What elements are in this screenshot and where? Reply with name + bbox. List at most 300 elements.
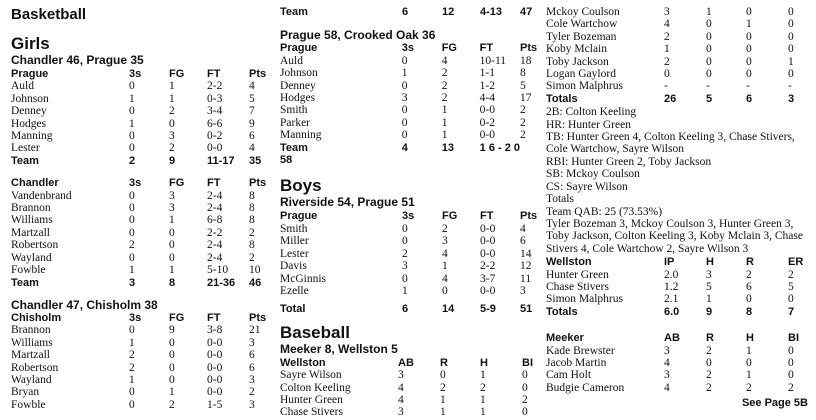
table-cell: 0 [664, 68, 670, 81]
table-cell: 3 [401, 92, 408, 105]
table-cell: Colton Keeling [280, 381, 351, 394]
total-row [546, 306, 808, 318]
table-cell: 2-4 [207, 189, 223, 202]
table-row [11, 80, 273, 92]
table-cell: FG [441, 42, 457, 55]
table-cell: 6-6 [207, 117, 223, 130]
team-name: Chisholm [11, 311, 62, 324]
table-cell: 4 [249, 80, 255, 93]
table-cell: 1 [169, 264, 175, 277]
table-cell: 5-10 [207, 264, 229, 277]
table-row [11, 202, 273, 214]
table-cell: Davis [280, 260, 307, 273]
note-line: Stivers 4, Cole Wartchow 2, Sayre Wilson 3 [546, 242, 749, 255]
table-cell: Hodges [11, 117, 47, 130]
table-cell: 21-36 [207, 276, 236, 289]
table-cell: Manning [11, 130, 53, 143]
table-header-row [11, 68, 273, 80]
table-cell: 2 [441, 92, 448, 105]
table-row [280, 273, 542, 285]
table-cell: 3s [402, 210, 415, 223]
table-row [546, 269, 808, 281]
table-cell: 2-4 [207, 239, 223, 252]
table-cell: 6 [746, 92, 753, 105]
table-cell: 2 [169, 142, 175, 155]
table-cell: 1 [402, 284, 408, 297]
table-cell: 0 [169, 226, 175, 239]
table-cell: 0 [788, 18, 794, 31]
table-cell: 14 [442, 303, 455, 316]
table-row [11, 118, 273, 130]
table-cell: Sayre Wilson [280, 369, 342, 382]
baseball-heading: Baseball [280, 322, 350, 342]
note-line: Tyler Bozeman 3, Mckoy Coulson 3, Hunter Green 3, [546, 217, 794, 230]
table-cell: 1 [441, 129, 448, 142]
table-cell: 0-0 [480, 222, 496, 235]
table-cell: 5 [520, 79, 526, 92]
table-row [546, 6, 808, 18]
table-cell: 9 [706, 305, 713, 318]
table-cell: McGinnis [280, 272, 326, 285]
table-cell: 8 [169, 276, 176, 289]
table-cell: Martzall [11, 226, 50, 239]
table-cell: 3s [129, 68, 142, 80]
table-cell: 0 [169, 361, 175, 374]
table-cell: Hunter Green [546, 268, 609, 281]
total-points: 58 [280, 154, 293, 167]
table-cell: 2 [129, 239, 135, 252]
table-cell: 2 [520, 129, 526, 142]
table-cell: 5 [788, 280, 794, 293]
table-cell: 1.2 [664, 280, 679, 293]
team-name: Wellston [280, 356, 326, 369]
table-cell: 0-0 [207, 386, 223, 399]
table-row [11, 386, 273, 398]
table-cell: Auld [280, 54, 303, 67]
table-cell: 2 [129, 361, 135, 374]
table-cell: Cole Wartchow [546, 18, 618, 31]
table-cell: 0 [402, 222, 408, 235]
table-row [546, 357, 808, 369]
table-cell: 0 [129, 189, 135, 202]
table-cell: Smith [280, 104, 308, 117]
table-cell: AB [398, 356, 414, 369]
table-cell: FT [207, 68, 221, 80]
table-cell: Ezelle [280, 284, 309, 297]
table-cell: Cam Holt [546, 369, 592, 382]
total-row [280, 142, 542, 154]
table-row [11, 105, 273, 117]
table-cell: 2 [522, 393, 528, 406]
table-cell: 1 [706, 6, 712, 18]
note-line: Team QAB: 25 (73.53%) [546, 205, 663, 218]
game-title-meeker-wellston: Meeker 8, Wellston 5 [280, 341, 398, 356]
table-cell: FG [442, 210, 458, 223]
table-cell: Kade Brewster [546, 344, 615, 357]
table-cell: 1 [129, 264, 135, 277]
table-cell: 1 [480, 393, 486, 406]
table-cell: 1 [706, 293, 712, 306]
note-line: CS: Sayre Wilson [546, 180, 628, 193]
table-cell: 6 [249, 349, 255, 362]
table-cell: 0 [746, 43, 752, 56]
table-cell: Totals [546, 92, 578, 105]
table-header-row [546, 256, 808, 268]
table-cell: Koby Mclain [546, 43, 608, 56]
table-cell: 0 [129, 386, 135, 399]
table-cell: 2-2 [207, 226, 223, 239]
table-cell: 2 [440, 381, 446, 394]
table-row [280, 223, 542, 235]
table-cell: 3 [129, 276, 136, 289]
table-cell: 4 [664, 381, 670, 394]
table-cell: 1 [401, 67, 408, 80]
game-title-riverside-prague: Riverside 54, Prague 51 [280, 195, 415, 210]
table-cell: 2 [746, 268, 752, 281]
table-cell: Pts [520, 210, 538, 223]
table-cell: Team [280, 141, 308, 154]
table-cell: 8 [249, 202, 255, 215]
game-title-chandler-chisholm: Chandler 47, Chisholm 38 [11, 297, 158, 312]
table-row [11, 142, 273, 154]
table-row [546, 345, 808, 357]
box-score-wellston-batting [280, 357, 542, 419]
team-name: Meeker [546, 332, 584, 345]
table-cell: 0-2 [207, 130, 223, 143]
table-cell: 0 [401, 116, 408, 129]
table-cell: 0 [788, 68, 794, 81]
see-page-reference: See Page 5B [741, 397, 808, 410]
table-row [280, 382, 542, 394]
table-row [11, 324, 273, 336]
table-cell: 10 [249, 264, 261, 277]
table-cell: Lester [11, 142, 40, 155]
table-cell: 0 [129, 214, 135, 227]
table-cell: 1 [746, 18, 752, 31]
table-cell: Brannon [11, 324, 51, 337]
table-cell: 1 [129, 373, 135, 386]
table-cell: 2 [706, 381, 712, 394]
table-cell: 4 [401, 141, 408, 154]
table-cell: 6 [746, 280, 752, 293]
column-1 [11, 0, 273, 411]
table-cell: Mckoy Coulson [546, 6, 620, 18]
table-cell: 4 [398, 381, 404, 394]
table-cell: 5 [706, 92, 713, 105]
table-cell: 0 [706, 356, 712, 369]
table-cell: 0-0 [480, 284, 496, 297]
table-cell: 9 [249, 117, 255, 130]
table-cell: 6 [402, 6, 409, 18]
table-cell: Budgie Cameron [546, 381, 625, 394]
table-row [546, 293, 808, 305]
table-cell: Hodges [280, 92, 316, 105]
table-cell: 47 [520, 6, 533, 18]
table-cell: Pts [520, 42, 538, 55]
table-cell: Smith [280, 222, 308, 235]
total-row [11, 277, 273, 289]
boys-heading: Boys [280, 176, 322, 196]
table-cell: - [788, 80, 792, 93]
table-cell: 4 [664, 18, 670, 31]
table-cell: Jacob Martin [546, 356, 607, 369]
box-score-wellston-batting-continued [546, 6, 808, 105]
section-title: Basketball [11, 6, 87, 23]
table-row [280, 104, 542, 116]
box-score-prague-vs-crooked-oak [280, 42, 542, 166]
table-cell: 1 [440, 406, 446, 419]
table-cell: 9 [169, 324, 175, 337]
table-cell: R [746, 256, 754, 269]
table-cell: 1 [746, 344, 752, 357]
table-cell: 8 [746, 305, 753, 318]
table-cell: 35 [249, 154, 262, 167]
table-cell: Pts [249, 177, 267, 190]
table-cell: 2-2 [207, 80, 223, 93]
table-cell: 2 [249, 386, 255, 399]
table-cell: 3 [788, 92, 795, 105]
table-row [11, 93, 273, 105]
table-cell: 0 [788, 369, 794, 382]
note-line: HR: Hunter Green [546, 118, 631, 131]
table-cell: Robertson [11, 239, 59, 252]
table-row [11, 130, 273, 142]
table-cell: 2 [706, 344, 712, 357]
table-cell: 0-0 [207, 349, 223, 362]
table-row [11, 374, 273, 386]
table-cell: 4 [398, 393, 404, 406]
table-cell: Denney [11, 105, 47, 118]
table-cell: FT [207, 311, 221, 324]
table-cell: 3 [398, 406, 404, 419]
table-cell: Williams [11, 336, 53, 349]
table-cell: 0-0 [207, 361, 223, 374]
table-header-row [11, 312, 273, 324]
total-row [11, 155, 273, 167]
table-cell: BI [788, 332, 799, 345]
table-cell: 1 [169, 92, 175, 105]
table-cell: 4 [520, 222, 526, 235]
table-cell: 0 [746, 55, 752, 68]
table-cell: 2 [664, 30, 670, 43]
team-name: Prague [280, 42, 318, 55]
table-cell: 2 [249, 226, 255, 239]
table-cell: R [440, 356, 448, 369]
table-cell: 3 [706, 268, 712, 281]
table-header-row [11, 177, 273, 189]
table-cell: 3 [442, 235, 448, 248]
table-cell: 1-1 [479, 67, 495, 80]
table-cell: 1 [441, 116, 448, 129]
table-cell: 0 [440, 369, 446, 382]
table-cell: 2 [788, 268, 794, 281]
table-cell: Johnson [280, 67, 318, 80]
table-cell: 0 [522, 406, 528, 419]
table-cell: 8 [249, 239, 255, 252]
table-row [11, 190, 273, 202]
table-cell: 4 [442, 272, 448, 285]
table-cell: 2 [520, 116, 526, 129]
table-cell: 2 [664, 55, 670, 68]
table-row [11, 227, 273, 239]
table-cell: 2 [442, 222, 448, 235]
table-header-row [546, 332, 808, 344]
table-row [280, 129, 542, 141]
table-cell: 1 [441, 104, 448, 117]
table-cell: Logan Gaylord [546, 68, 616, 81]
table-cell: BI [522, 356, 533, 369]
table-cell: 3-4 [207, 105, 223, 118]
table-cell: 0 [169, 336, 175, 349]
table-cell: 2 [249, 251, 255, 264]
table-cell: Wayland [11, 373, 52, 386]
table-cell: 1 [480, 406, 486, 419]
table-cell: 2 [441, 67, 448, 80]
column-3 [546, 0, 812, 409]
table-cell: 4 [664, 356, 670, 369]
table-cell: 0-0 [207, 142, 223, 155]
table-cell: 2 [706, 369, 712, 382]
table-cell: 0-0 [480, 247, 496, 260]
table-cell: 7 [788, 305, 795, 318]
table-cell: Total [280, 303, 306, 316]
note-line: Totals [546, 193, 574, 206]
table-cell: Williams [11, 214, 53, 227]
table-cell: 1 [129, 92, 135, 105]
table-cell: Denney [280, 79, 316, 92]
box-score-chisholm-total [280, 6, 542, 18]
table-cell: Brannon [11, 202, 51, 215]
table-cell: FT [479, 42, 494, 55]
table-row [546, 68, 808, 80]
table-cell: Totals [546, 305, 578, 318]
table-cell: Vandenbrand [11, 189, 72, 202]
table-cell: 6.0 [664, 305, 680, 318]
table-row [546, 80, 808, 92]
table-cell: Parker [280, 116, 311, 129]
table-cell: H [480, 356, 488, 369]
table-row [546, 31, 808, 43]
table-row [280, 92, 542, 104]
table-cell: 0 [706, 43, 712, 56]
note-line: RBI: Hunter Green 2, Toby Jackson [546, 155, 712, 168]
table-cell: Simon Malphrus [546, 80, 623, 93]
table-cell: 0 [402, 235, 408, 248]
note-line: TB: Hunter Green 4, Colton Keeling 3, Chase Stivers, [546, 131, 795, 144]
table-row [11, 239, 273, 251]
table-cell: 0-0 [207, 373, 223, 386]
table-cell: 0-2 [479, 116, 495, 129]
table-cell: 0 [788, 43, 794, 56]
table-cell: H [746, 332, 754, 345]
table-cell: 3 [249, 373, 255, 386]
table-cell: 3 [249, 336, 255, 349]
table-cell: 3 [520, 284, 526, 297]
box-score-wellston-pitching [546, 256, 808, 318]
table-cell: 0 [169, 117, 175, 130]
table-cell: Hunter Green [280, 393, 343, 406]
table-cell: 1 [169, 80, 175, 93]
table-cell: 0 [746, 356, 752, 369]
table-cell: 0-0 [479, 104, 495, 117]
table-cell: 4 [249, 142, 255, 155]
table-row [280, 248, 542, 260]
note-line: Toby Jackson, Colton Keeling 3, Koby Mclain 3, Chase [546, 230, 803, 243]
game-title-chandler-prague: Chandler 46, Prague 35 [11, 53, 144, 67]
table-cell: FG [169, 177, 185, 190]
table-cell: 12 [442, 6, 455, 18]
table-cell: 7 [249, 105, 255, 118]
table-cell: 11-17 [207, 154, 235, 167]
table-cell: H [706, 256, 714, 269]
table-cell: Wayland [11, 251, 52, 264]
table-cell: 0 [522, 369, 528, 382]
table-cell: 1-5 [207, 398, 223, 411]
table-row [280, 394, 542, 406]
table-cell: 6 [402, 303, 409, 316]
table-cell: AB [664, 332, 680, 345]
table-cell: 0 [788, 356, 794, 369]
table-cell: 1 [788, 55, 794, 68]
table-cell: R [706, 332, 714, 345]
table-row [11, 399, 273, 411]
team-name: Wellston [546, 256, 592, 269]
table-cell: 2-4 [207, 251, 223, 264]
table-cell: Robertson [11, 361, 59, 374]
table-cell: Toby Jackson [546, 55, 609, 68]
table-cell: 0 [169, 349, 175, 362]
box-score-chisholm [11, 312, 273, 411]
table-cell: 1 [480, 369, 486, 382]
table-cell: - [706, 80, 710, 93]
table-cell: 9 [169, 154, 176, 167]
table-cell: 0 [129, 202, 135, 215]
table-cell: 6-8 [207, 214, 223, 227]
note-line: SB: Mckoy Coulson [546, 168, 640, 181]
team-name: Prague [280, 210, 318, 223]
table-row [280, 369, 542, 381]
table-row [280, 67, 542, 79]
table-cell: 3 [664, 369, 670, 382]
girls-heading: Girls [11, 34, 50, 53]
table-cell: 0 [129, 80, 135, 93]
table-cell: 8 [249, 214, 255, 227]
table-cell: 0 [129, 226, 135, 239]
table-cell: 3 [664, 344, 670, 357]
table-row [546, 43, 808, 55]
table-cell: FG [169, 311, 185, 324]
box-score-meeker-batting [546, 332, 808, 394]
team-name: Prague [11, 68, 49, 80]
table-cell: 4-13 [480, 6, 503, 18]
table-header-row [280, 357, 542, 369]
table-cell: Team [280, 6, 308, 18]
table-cell: 3 [402, 260, 408, 273]
table-cell: 2-2 [480, 260, 496, 273]
total-row [546, 93, 808, 105]
table-cell: Chase Stivers [546, 280, 609, 293]
table-row [280, 260, 542, 272]
table-cell: 5 [249, 92, 255, 105]
table-cell: 0 [169, 251, 175, 264]
table-cell: 2 [520, 104, 526, 117]
table-row [280, 117, 542, 129]
table-cell: 0 [169, 373, 175, 386]
table-cell: 1 [129, 336, 135, 349]
table-cell: 1 [442, 260, 448, 273]
table-row [546, 281, 808, 293]
table-cell: 14 [520, 247, 532, 260]
